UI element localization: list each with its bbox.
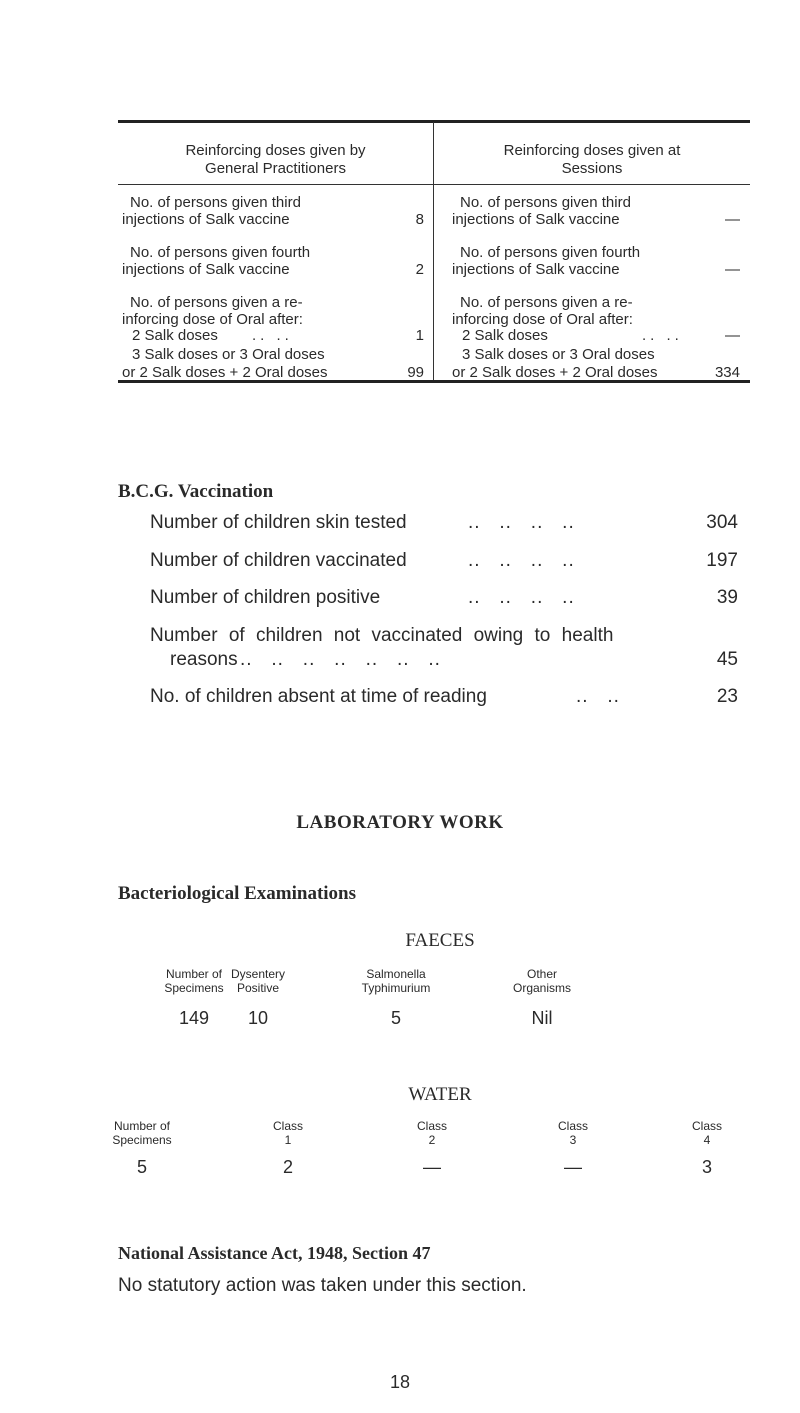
bcg-label: Number of children positive: [150, 587, 381, 608]
cell-line: injections of Salk vaccine: [122, 211, 290, 228]
col-header: [472, 967, 612, 995]
right-3-salk-doses: 3 Salk doses or 3 Oral doses: [462, 346, 655, 363]
bcg-label: Number of children skin tested: [150, 512, 407, 533]
col-value: 10: [247, 1008, 269, 1028]
leader-dots: .. ..: [642, 327, 683, 344]
left-3-salk-doses: 3 Salk doses or 3 Oral doses: [132, 346, 325, 363]
bcg-label: Number of children not vaccinated owing to health: [150, 625, 614, 646]
col-header: [218, 1119, 358, 1147]
right-third-injections: [452, 194, 732, 228]
table-header-rule: [118, 184, 750, 185]
leader-dots: .. .. .. ..: [468, 512, 575, 533]
col-value: 149: [178, 1008, 210, 1028]
leader-dots: .. ..: [252, 327, 293, 344]
leader-dots: .. .. .. .. .. .. ..: [240, 649, 441, 670]
left-2-salk-value: 1: [415, 327, 424, 344]
bcg-row-skin-tested: [150, 511, 738, 535]
leader-dots: .. ..: [576, 686, 620, 707]
bcg-row-absent: [150, 685, 738, 709]
col-header-line: Organisms: [512, 981, 571, 995]
col-header-line: Class: [691, 1119, 722, 1133]
bcg-label-continued: reasons: [170, 649, 238, 670]
cell-line: No. of persons given fourth: [460, 244, 641, 261]
left-2-salk-doses: 2 Salk doses: [132, 327, 218, 344]
right-third-value: —: [725, 211, 740, 228]
col-header-line: 4: [703, 1133, 711, 1147]
leader-dots: .. .. .. ..: [468, 587, 575, 608]
bcg-value: 45: [716, 649, 738, 670]
left-third-injections: [122, 194, 422, 228]
bcg-row-not-vaccinated: [150, 624, 738, 672]
left-fourth-value: 2: [415, 261, 424, 278]
col-header-line: 1: [284, 1133, 292, 1147]
col-value: 5: [136, 1157, 147, 1177]
right-2-salk-doses: 2 Salk doses: [462, 327, 548, 344]
right-2-salk-value: —: [725, 327, 740, 344]
bcg-row-positive: [150, 586, 738, 610]
col-header: [637, 1119, 777, 1147]
bcg-value: 23: [716, 686, 738, 707]
right-fourth-value: —: [725, 261, 740, 278]
leader-dots: .. .. .. ..: [468, 550, 575, 571]
col-value: 2: [282, 1157, 293, 1177]
header-general-practitioners: [118, 142, 433, 178]
national-assistance-text: No statutory action was taken under this section.: [118, 1275, 527, 1296]
right-combined-doses: or 2 Salk doses + 2 Oral doses: [452, 364, 658, 381]
header-line: General Practitioners: [205, 160, 346, 177]
left-fourth-injections: [122, 244, 422, 278]
bcg-value: 197: [706, 550, 738, 571]
col-header-line: Typhimurium: [361, 981, 431, 995]
col-header-line: Salmonella: [366, 967, 426, 981]
water-title: WATER: [408, 1084, 472, 1105]
col-header-line: Class: [416, 1119, 447, 1133]
col-header: [188, 967, 328, 995]
cell-line: No. of persons given third: [460, 194, 631, 211]
col-value: —: [564, 1157, 582, 1177]
col-header-line: 2: [428, 1133, 436, 1147]
col-value: —: [423, 1157, 441, 1177]
col-header-line: Positive: [236, 981, 280, 995]
table-top-rule: [118, 120, 750, 123]
bcg-value: 39: [716, 587, 738, 608]
col-header-line: Number of: [113, 1119, 171, 1133]
col-header-line: Other: [526, 967, 557, 981]
cell-line: No. of persons given fourth: [130, 244, 311, 261]
col-value: 3: [701, 1157, 712, 1177]
col-header: [72, 1119, 212, 1147]
left-third-value: 8: [415, 211, 424, 228]
col-header: [326, 967, 466, 995]
cell-line: inforcing dose of Oral after:: [122, 311, 303, 328]
bcg-label: Number of children vaccinated: [150, 550, 407, 571]
national-assistance-title: National Assistance Act, 1948, Section 47: [118, 1243, 431, 1263]
right-fourth-injections: [452, 244, 732, 278]
header-line: Sessions: [561, 160, 623, 177]
col-value: Nil: [531, 1008, 553, 1028]
header-sessions: [434, 142, 750, 178]
laboratory-work-title: LABORATORY WORK: [296, 812, 504, 833]
page-number: 18: [389, 1372, 411, 1392]
col-header-line: Number of: [165, 967, 223, 981]
faeces-title: FAECES: [405, 930, 475, 951]
left-reinforcing-oral: [122, 294, 422, 328]
cell-line: No. of persons given a re-: [460, 294, 633, 311]
bacteriological-examinations-title: Bacteriological Examinations: [118, 883, 357, 904]
header-line: Reinforcing doses given by: [185, 142, 366, 159]
cell-line: inforcing dose of Oral after:: [452, 311, 633, 328]
col-header-line: Specimens: [164, 981, 224, 995]
left-combined-value: 99: [407, 364, 424, 381]
cell-line: No. of persons given third: [130, 194, 301, 211]
cell-line: injections of Salk vaccine: [452, 261, 620, 278]
bcg-row-vaccinated: [150, 549, 738, 573]
right-combined-value: 334: [714, 364, 740, 381]
bcg-title: B.C.G. Vaccination: [118, 481, 274, 502]
col-header-line: Class: [272, 1119, 303, 1133]
cell-line: No. of persons given a re-: [130, 294, 303, 311]
left-combined-doses: or 2 Salk doses + 2 Oral doses: [122, 364, 328, 381]
right-reinforcing-oral: [452, 294, 732, 328]
cell-line: injections of Salk vaccine: [452, 211, 620, 228]
col-header: [503, 1119, 643, 1147]
cell-line: injections of Salk vaccine: [122, 261, 290, 278]
header-line: Reinforcing doses given at: [503, 142, 681, 159]
bcg-value: 304: [706, 512, 738, 533]
col-header: [362, 1119, 502, 1147]
col-header-line: Specimens: [112, 1133, 172, 1147]
col-header-line: Class: [557, 1119, 588, 1133]
col-value: 5: [390, 1008, 401, 1028]
bcg-label: No. of children absent at time of reading: [150, 686, 487, 707]
col-header-line: Dysentery: [230, 967, 286, 981]
col-header-line: 3: [569, 1133, 577, 1147]
